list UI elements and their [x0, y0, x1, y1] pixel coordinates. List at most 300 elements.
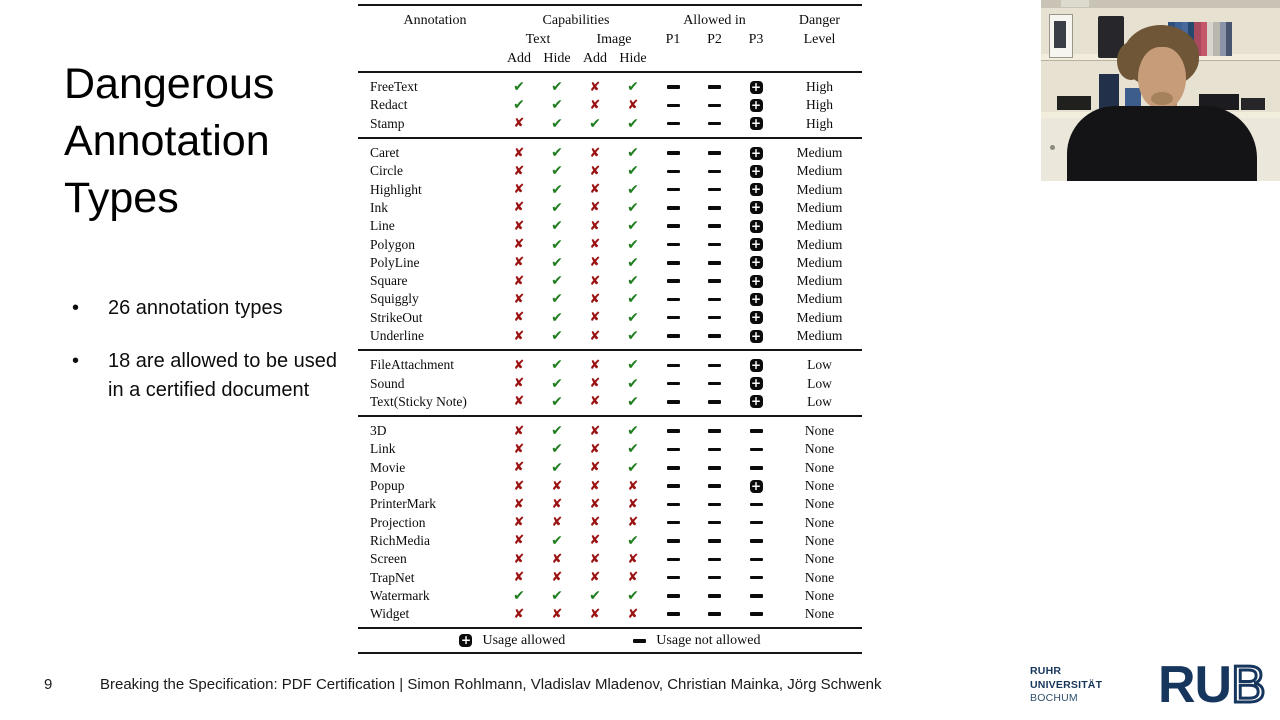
person-shirt	[1067, 106, 1257, 181]
danger-level: Medium	[796, 328, 843, 343]
table-cell	[500, 425, 538, 438]
cross-icon	[628, 553, 639, 566]
annotation-name: RichMedia	[370, 532, 430, 548]
annotation-name: Screen	[370, 551, 407, 567]
dash-icon	[750, 558, 763, 562]
table-cell	[694, 521, 735, 525]
plus-icon	[750, 238, 763, 251]
cross-icon	[514, 425, 525, 438]
table-cell	[652, 188, 694, 192]
table-cell	[500, 220, 538, 233]
table-cell	[614, 256, 652, 270]
table-cell	[576, 220, 614, 233]
table-cell	[652, 334, 694, 338]
table-cell	[652, 170, 694, 174]
check-icon	[627, 201, 639, 215]
table-cell	[614, 238, 652, 252]
dash-icon	[667, 521, 680, 525]
check-icon	[551, 292, 563, 306]
cross-icon	[628, 498, 639, 511]
annotation-name: Highlight	[370, 181, 422, 197]
danger-level: Medium	[796, 163, 843, 179]
slide-number: 9	[44, 676, 53, 693]
plus-icon	[750, 81, 763, 94]
table-cell	[576, 117, 614, 131]
table-cell	[614, 99, 652, 112]
table-cell	[735, 521, 777, 525]
table-cell	[735, 81, 777, 94]
table-cell	[576, 201, 614, 214]
dash-icon	[708, 539, 721, 543]
cross-icon	[590, 377, 601, 390]
plus-icon	[750, 147, 763, 160]
table-cell	[538, 498, 576, 511]
cross-icon	[514, 275, 525, 288]
table-cell	[694, 104, 735, 108]
danger-level: None	[804, 496, 835, 512]
cross-icon	[514, 147, 525, 160]
table-cell	[652, 576, 694, 580]
table-cell	[614, 571, 652, 584]
danger-level: High	[806, 115, 833, 131]
table-row	[358, 272, 862, 290]
table-cell	[500, 589, 538, 603]
dash-icon	[750, 539, 763, 543]
plus-icon	[750, 275, 763, 288]
table-cell	[652, 448, 694, 452]
cross-icon	[590, 147, 601, 160]
table-cell	[500, 516, 538, 529]
table-cell	[694, 85, 735, 89]
cross-icon	[590, 238, 601, 251]
table-cell	[576, 443, 614, 456]
table-row	[358, 459, 862, 477]
shelf-item	[1241, 98, 1265, 110]
table-cell	[538, 534, 576, 548]
dash-icon	[667, 466, 680, 470]
table-cell	[652, 151, 694, 155]
table-cell	[652, 206, 694, 210]
cross-icon	[514, 571, 525, 584]
table-cell	[735, 99, 777, 112]
dash-icon	[708, 104, 721, 108]
danger-level: None	[804, 441, 835, 457]
table-cell	[614, 516, 652, 529]
table-cell	[652, 261, 694, 265]
table-cell	[694, 224, 735, 228]
header-p3: P3	[748, 32, 764, 47]
table-cell	[500, 608, 538, 621]
cross-icon	[552, 553, 563, 566]
plus-icon	[750, 201, 763, 214]
plus-icon	[750, 220, 763, 233]
table-row	[358, 309, 862, 327]
danger-level: None	[804, 459, 835, 475]
dash-icon	[708, 576, 721, 580]
header-level: Level	[803, 32, 836, 47]
cross-icon	[590, 395, 601, 408]
table-cell	[614, 424, 652, 438]
dash-icon	[708, 364, 721, 368]
check-icon	[627, 183, 639, 197]
table-cell	[576, 395, 614, 408]
table-cell	[538, 292, 576, 306]
table-cell	[694, 594, 735, 598]
check-icon	[551, 274, 563, 288]
dash-icon	[750, 503, 763, 507]
table-cell	[614, 498, 652, 511]
cross-icon	[590, 183, 601, 196]
danger-level: None	[804, 423, 835, 439]
table-cell	[576, 256, 614, 269]
table-cell	[538, 553, 576, 566]
table-cell	[500, 498, 538, 511]
table-cell	[500, 256, 538, 269]
table-cell	[538, 442, 576, 456]
table-cell	[500, 275, 538, 288]
check-icon	[551, 424, 563, 438]
table-cell	[694, 334, 735, 338]
cross-icon	[590, 256, 601, 269]
check-icon	[551, 329, 563, 343]
annotation-name: Underline	[370, 328, 424, 343]
check-icon	[589, 589, 601, 603]
check-icon	[627, 238, 639, 252]
table-cell	[735, 293, 777, 306]
annotation-table	[358, 4, 862, 654]
check-icon	[627, 424, 639, 438]
check-icon	[551, 146, 563, 160]
header-image-add: Add	[582, 51, 608, 66]
university-line: RUHR	[1030, 665, 1062, 677]
check-icon	[551, 534, 563, 548]
table-cell	[500, 534, 538, 547]
dash-icon	[667, 261, 680, 265]
plus-icon	[750, 359, 763, 372]
check-icon	[551, 461, 563, 475]
cross-icon	[590, 571, 601, 584]
table-cell	[735, 183, 777, 196]
table-row	[358, 374, 862, 392]
dash-icon	[667, 104, 680, 108]
check-icon	[551, 98, 563, 112]
dash-icon	[750, 521, 763, 525]
cross-icon	[590, 81, 601, 94]
table-group	[358, 139, 862, 351]
annotation-name: Movie	[370, 459, 406, 475]
check-icon	[627, 292, 639, 306]
table-cell	[614, 534, 652, 548]
table-cell	[500, 395, 538, 408]
table-cell	[500, 183, 538, 196]
table-cell	[576, 516, 614, 529]
table-cell	[694, 261, 735, 265]
table-cell	[576, 480, 614, 493]
annotation-name: Watermark	[370, 587, 430, 603]
check-icon	[513, 98, 525, 112]
table-legend	[358, 629, 862, 654]
annotation-name: Redact	[370, 97, 408, 113]
dash-icon	[708, 279, 721, 283]
table-cell	[500, 117, 538, 130]
table-cell	[694, 539, 735, 543]
annotation-name: 3D	[370, 423, 387, 439]
dash-icon	[708, 85, 721, 89]
table-cell	[735, 330, 777, 343]
table-cell	[735, 594, 777, 598]
cross-icon	[514, 183, 525, 196]
check-icon	[551, 238, 563, 252]
university-line: BOCHUM	[1030, 692, 1078, 704]
table-cell	[735, 147, 777, 160]
plus-icon	[750, 395, 763, 408]
table-cell	[538, 395, 576, 409]
table-cell	[614, 589, 652, 603]
table-cell	[614, 117, 652, 131]
cross-icon	[514, 165, 525, 178]
dash-icon	[667, 594, 680, 598]
table-cell	[652, 224, 694, 228]
cross-icon	[628, 571, 639, 584]
table-group	[358, 417, 862, 629]
table-cell	[614, 146, 652, 160]
check-icon	[513, 589, 525, 603]
table-cell	[576, 461, 614, 474]
danger-level: None	[804, 532, 835, 548]
dash-icon	[667, 316, 680, 320]
table-cell	[576, 534, 614, 547]
table-row	[358, 180, 862, 198]
webcam-overlay	[1041, 0, 1280, 181]
header-allowed-in: Allowed in	[683, 13, 746, 28]
header-danger: Danger	[798, 13, 841, 28]
table-cell	[652, 316, 694, 320]
danger-level: None	[804, 551, 835, 567]
table-cell	[694, 243, 735, 247]
table-cell	[538, 80, 576, 94]
dash-icon	[708, 612, 721, 616]
dash-icon	[750, 576, 763, 580]
dash-icon	[667, 298, 680, 302]
table-cell	[694, 382, 735, 386]
check-icon	[627, 589, 639, 603]
annotation-name: PolyLine	[370, 254, 420, 270]
dash-icon	[750, 612, 763, 616]
table-cell	[694, 576, 735, 580]
table-cell	[735, 448, 777, 452]
table-group	[358, 73, 862, 139]
annotation-name: FreeText	[370, 79, 418, 95]
table-cell	[694, 316, 735, 320]
table-cell	[735, 612, 777, 616]
cross-icon	[514, 256, 525, 269]
annotation-name: Caret	[370, 145, 400, 161]
table-cell	[614, 329, 652, 343]
cross-icon	[590, 220, 601, 233]
table-cell	[614, 395, 652, 409]
cross-icon	[590, 534, 601, 547]
danger-level: High	[806, 97, 833, 113]
check-icon	[551, 442, 563, 456]
check-icon	[627, 395, 639, 409]
table-cell	[614, 201, 652, 215]
dash-icon	[750, 466, 763, 470]
table-cell	[694, 298, 735, 302]
table-cell	[735, 220, 777, 233]
cross-icon	[552, 608, 563, 621]
header-p2: P2	[707, 32, 722, 47]
check-icon	[627, 256, 639, 270]
table-cell	[694, 558, 735, 562]
danger-level: None	[804, 606, 835, 622]
table-cell	[538, 98, 576, 112]
shelf-item	[1057, 96, 1091, 110]
header-image: Image	[596, 32, 632, 47]
table-cell	[500, 443, 538, 456]
check-icon	[551, 117, 563, 131]
dash-icon	[708, 334, 721, 338]
table-body	[358, 73, 862, 629]
table-row	[358, 440, 862, 458]
dash-icon	[667, 334, 680, 338]
cross-icon	[514, 201, 525, 214]
table-cell	[735, 395, 777, 408]
cross-icon	[590, 275, 601, 288]
plus-icon	[750, 480, 763, 493]
table-cell	[500, 147, 538, 160]
cross-icon	[514, 553, 525, 566]
check-icon	[627, 146, 639, 160]
plus-icon	[750, 183, 763, 196]
dash-icon	[667, 151, 680, 155]
table-cell	[652, 539, 694, 543]
check-icon	[513, 80, 525, 94]
table-cell	[735, 429, 777, 433]
dash-icon	[667, 448, 680, 452]
check-icon	[551, 164, 563, 178]
table-cell	[576, 608, 614, 621]
cross-icon	[514, 516, 525, 529]
table-cell	[500, 293, 538, 306]
table-cell	[694, 206, 735, 210]
table-row	[358, 254, 862, 272]
table-cell	[576, 571, 614, 584]
table-cell	[538, 461, 576, 475]
table-cell	[614, 553, 652, 566]
annotation-name: Projection	[370, 514, 426, 530]
table-cell	[500, 80, 538, 94]
table-cell	[694, 400, 735, 404]
plus-icon	[459, 634, 472, 647]
table-cell	[735, 275, 777, 288]
cross-icon	[514, 443, 525, 456]
table-cell	[538, 164, 576, 178]
table-cell	[576, 238, 614, 251]
university-line: UNIVERSITÄT	[1030, 678, 1103, 691]
cross-icon	[590, 516, 601, 529]
table-cell	[735, 539, 777, 543]
table-cell	[652, 85, 694, 89]
table-cell	[538, 516, 576, 529]
danger-level: Medium	[796, 218, 843, 234]
table-cell	[735, 165, 777, 178]
danger-level: Low	[807, 375, 832, 391]
table-cell	[735, 377, 777, 390]
table-row	[358, 393, 862, 411]
annotation-name: Square	[370, 273, 408, 289]
danger-level: Low	[807, 357, 832, 373]
dash-icon	[667, 243, 680, 247]
check-icon	[627, 377, 639, 391]
cross-icon	[590, 608, 601, 621]
dash-icon	[708, 316, 721, 320]
table-cell	[614, 358, 652, 372]
danger-level: Medium	[796, 199, 843, 215]
table-cell	[652, 298, 694, 302]
table-cell	[538, 201, 576, 215]
table-cell	[538, 358, 576, 372]
dash-icon	[633, 639, 646, 643]
table-cell	[694, 466, 735, 470]
dash-icon	[667, 429, 680, 433]
person-beard	[1151, 92, 1173, 105]
table-cell	[694, 503, 735, 507]
cross-icon	[514, 311, 525, 324]
table-cell	[614, 183, 652, 197]
cross-icon	[590, 553, 601, 566]
cross-icon	[552, 498, 563, 511]
table-cell	[538, 238, 576, 252]
table-cell	[538, 183, 576, 197]
cross-icon	[514, 377, 525, 390]
plus-icon	[750, 330, 763, 343]
check-icon	[551, 219, 563, 233]
table-cell	[576, 293, 614, 306]
table-row	[358, 235, 862, 253]
annotation-name: FileAttachment	[370, 357, 454, 373]
danger-level: Low	[807, 393, 832, 409]
table-cell	[576, 183, 614, 196]
annotation-name: Text(Sticky Note)	[370, 393, 467, 409]
dash-icon	[708, 503, 721, 507]
table-cell	[652, 429, 694, 433]
table-cell	[500, 201, 538, 214]
check-icon	[627, 117, 639, 131]
table-cell	[614, 292, 652, 306]
page-title: Dangerous Annotation Types	[64, 60, 275, 222]
check-icon	[627, 164, 639, 178]
dash-icon	[708, 151, 721, 155]
table-row	[358, 78, 862, 96]
table-cell	[576, 553, 614, 566]
danger-level: None	[804, 478, 835, 494]
table-row	[358, 550, 862, 568]
table-row	[358, 217, 862, 235]
header-text-hide: Hide	[543, 51, 571, 66]
cross-icon	[514, 330, 525, 343]
check-icon	[551, 311, 563, 325]
table-cell	[538, 117, 576, 131]
table-row	[358, 356, 862, 374]
table-cell	[694, 364, 735, 368]
check-icon	[551, 256, 563, 270]
table-cell	[614, 274, 652, 288]
table-cell	[614, 461, 652, 475]
dash-icon	[667, 576, 680, 580]
table-cell	[735, 311, 777, 324]
dash-icon	[667, 484, 680, 488]
table-cell	[735, 466, 777, 470]
